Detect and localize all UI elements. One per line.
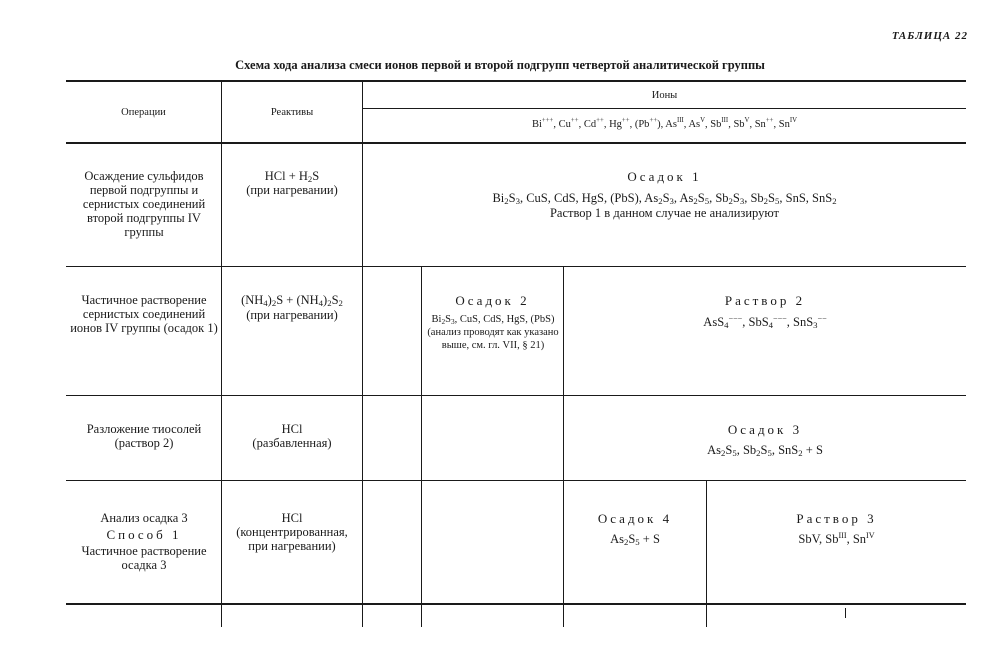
header-ions: Ионы	[651, 90, 678, 101]
row3-reagent: HCl	[281, 422, 303, 436]
rule-top	[66, 80, 966, 82]
col-sep-reagents	[362, 82, 363, 627]
row4-operation-title: Анализ осадка 3	[100, 511, 188, 525]
row1-result-note: Раствор 1 в данном случае не анализируют	[549, 206, 780, 220]
row4-operation-desc: Частичное растворение осадка 3	[81, 544, 207, 572]
row4-precipitate-formula: $As_2S_5 + S$	[610, 532, 660, 547]
row3-result-formula: $As_2S_5$, $Sb_2S_5$, SnS$_2$ + S	[707, 443, 823, 458]
rule-header-bottom	[66, 142, 966, 144]
row4-solution-title: Раствор 3	[796, 511, 877, 526]
row3-reagent-note: (разбавленная)	[252, 436, 332, 450]
row2-solution-title: Раствор 2	[724, 293, 806, 308]
header-reagents: Реактивы	[270, 107, 314, 118]
table-caption: Схема хода анализа смеси ионов первой и второй подгрупп четвертой аналитической группы	[235, 58, 765, 72]
row2-solution-formula: AsS$_4$−−−, SbS$_4$−−−, SnS$_3$−−	[703, 314, 827, 330]
col-sep-sub3	[706, 481, 707, 627]
row1-operation: Осаждение сульфидов первой подгруппы и сернистых соединений второй подгруппы IV группы	[82, 169, 206, 239]
rule-row2-bottom	[66, 395, 966, 396]
col-sep-operations	[221, 82, 222, 627]
row4-reagent-note: (концентрированная, при нагревании)	[236, 525, 348, 553]
row2-reagent-note: (при нагревании)	[246, 308, 338, 322]
rule-bottom	[66, 603, 966, 605]
rule-ions-sub	[363, 108, 966, 109]
row2-reagent: $(NH_4)_2S + (NH_4)_2S_2$	[241, 293, 343, 308]
tick-mark	[845, 608, 846, 618]
row2-precipitate-title: Осадок 2	[455, 293, 530, 308]
row4-reagent: HCl	[281, 511, 303, 525]
col-sep-sub1	[421, 267, 422, 627]
rule-row1-bottom	[66, 266, 966, 267]
row4-operation-method: Способ 1	[106, 527, 182, 542]
header-ion-list: Bi+++, Cu++, Cd++, Hg++, (Pb++), $As^{III}$, $As^V$, $Sb^{III}$, $Sb^V$, Sn++, $Sn^{IV}$	[531, 117, 798, 130]
row1-result-title: Осадок 1	[627, 169, 702, 184]
row2-operation: Частичное растворение сернистых соединений ионов IV группы (осадок 1)	[70, 293, 218, 335]
table-number: ТАБЛИЦА 22	[891, 30, 968, 42]
row4-precipitate-title: Осадок 4	[597, 511, 673, 526]
row3-result-title: Осадок 3	[727, 422, 803, 437]
row1-reagent-note: (при нагревании)	[246, 183, 338, 197]
header-operations: Операции	[121, 107, 166, 118]
rule-row3-bottom	[66, 480, 966, 481]
row1-result-formula: $Bi_2S_3$, CuS, CdS, HgS, (PbS), $As_2S_3$, $As_2S_5$, $Sb_2S_3$, $Sb_2S_5$, SnS, SnS$_2$	[492, 191, 837, 206]
row1-reagent: HCl + $H_2S$	[264, 169, 320, 184]
row2-precipitate-body: $Bi_2S_3$, CuS, CdS, HgS, (PbS) (анализ проводят как указано выше, см. гл. VII, § 21)	[427, 314, 559, 351]
row3-operation: Разложение тиосолей (раствор 2)	[86, 422, 202, 450]
row4-solution-formula: SbV, $Sb^{III}$, $Sn^{IV}$	[798, 531, 875, 546]
